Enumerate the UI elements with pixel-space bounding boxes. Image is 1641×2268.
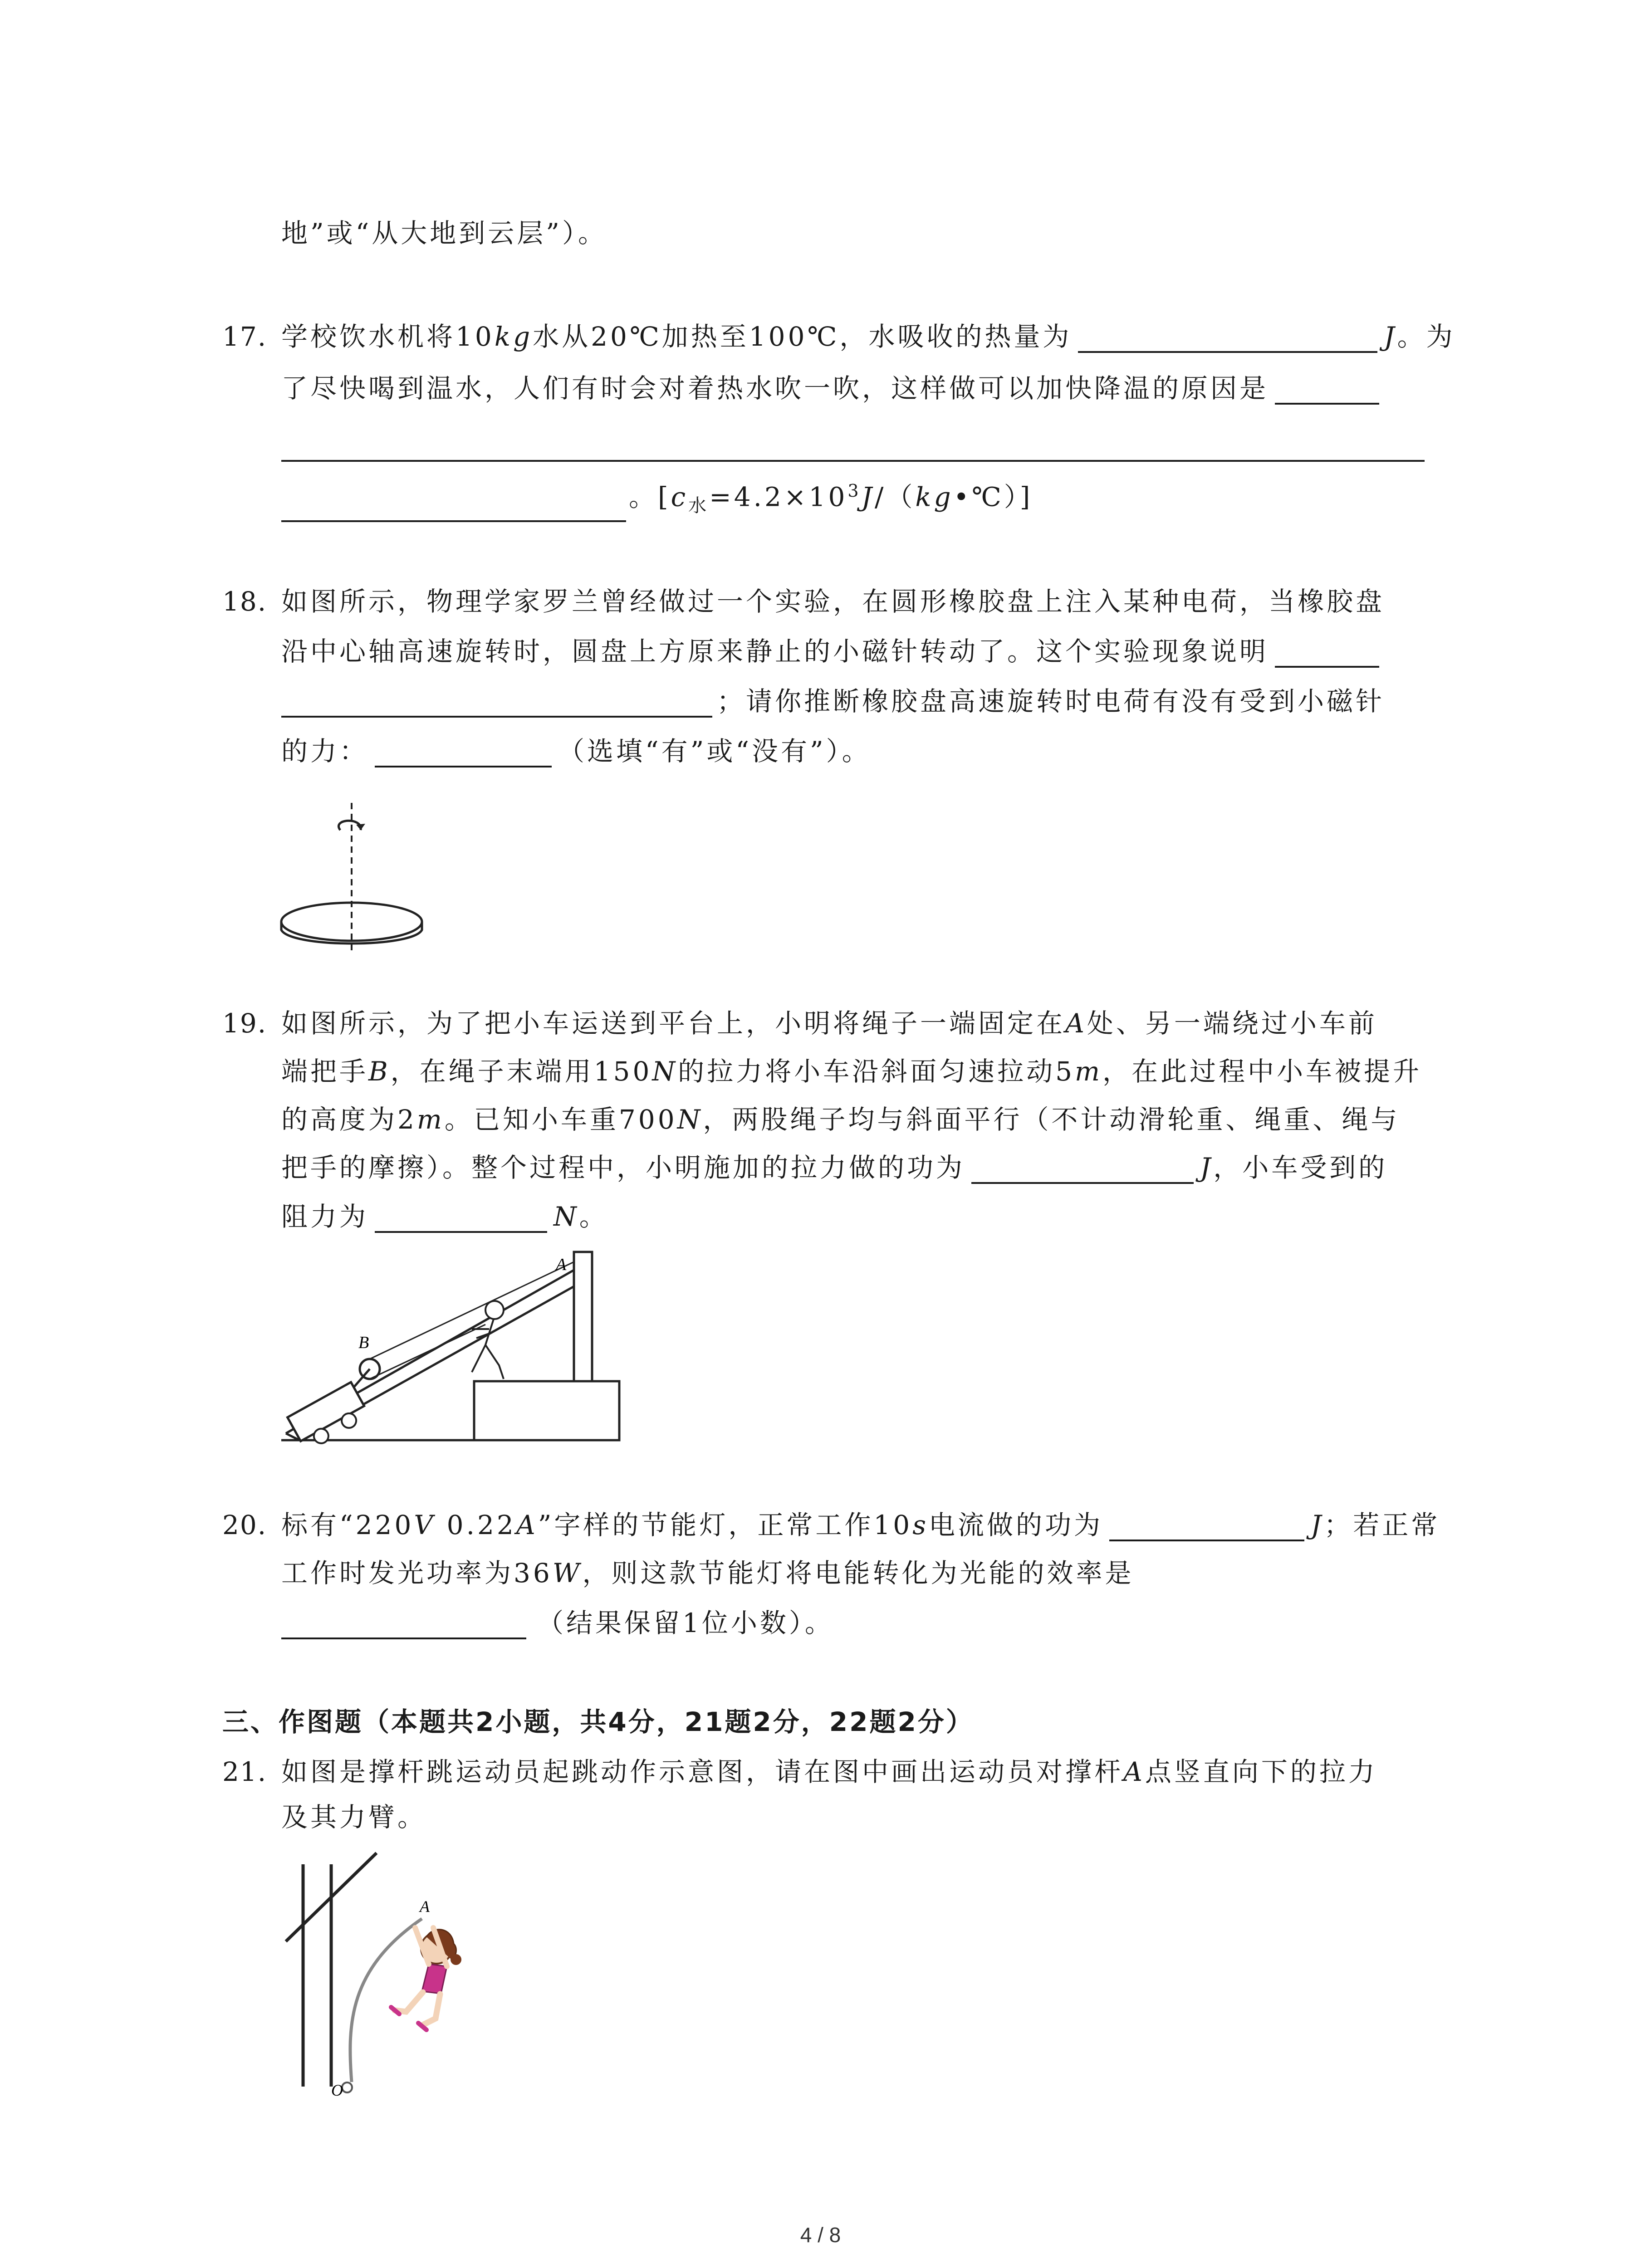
- q19-line2: 端把手B，在绳子末端用150N的拉力将小车沿斜面匀速拉动5m，在此过程中小车被提升: [281, 1056, 1422, 1087]
- q18-blank-force[interactable]: [375, 738, 552, 767]
- ramp-cart-figure: [272, 1243, 626, 1452]
- q20-line3: （结果保留1位小数）。: [281, 1607, 834, 1639]
- q21-number: 21.: [222, 1756, 267, 1787]
- q19-line3: 的高度为2m。已知小车重700N，两股绳子均与斜面平行（不计动滑轮重、绳重、绳与: [281, 1104, 1400, 1135]
- q21-line2: 及其力臂。: [281, 1802, 427, 1833]
- q20-line1: 标有“220V 0.22A”字样的节能灯，正常工作10s电流做的功为 J；若正常: [281, 1510, 1440, 1540]
- q17-line4: 。$[c_水=4.2\times 10^3J/(kg•℃)]$: [281, 474, 1033, 522]
- q18-line3: ；请你推断橡胶盘高速旋转时电荷有没有受到小磁针: [281, 685, 1385, 718]
- q19-line1: 如图所示，为了把小车运送到平台上，小明将绳子一端固定在A处、另一端绕过小车前: [281, 1008, 1377, 1039]
- q20-blank-work[interactable]: [1109, 1511, 1304, 1541]
- q18-blank-explain-b[interactable]: [281, 688, 712, 718]
- pole-vault-figure: [272, 1851, 526, 2105]
- q17-line2: 了尽快喝到温水，人们有时会对着热水吹一吹，这样做可以加快降温的原因是: [281, 372, 1386, 405]
- q20-blank-efficiency[interactable]: [281, 1609, 526, 1639]
- q17-number: 17.: [222, 321, 267, 352]
- q17-blank-heat[interactable]: [1078, 323, 1377, 353]
- label-o: O: [331, 2081, 343, 2099]
- q19-line5: 阻力为 N。: [281, 1201, 608, 1232]
- q20-number: 20.: [222, 1510, 267, 1540]
- q18-line1: 如图所示，物理学家罗兰曾经做过一个实验，在圆形橡胶盘上注入某种电荷，当橡胶盘: [281, 586, 1385, 617]
- q19-blank-resistance[interactable]: [375, 1203, 547, 1233]
- q20-line2: 工作时发光功率为36W，则这款节能灯将电能转化为光能的效率是: [281, 1558, 1134, 1589]
- rotating-disc-figure: [272, 798, 436, 962]
- q21-line1: 如图是撑杆跳运动员起跳动作示意图，请在图中画出运动员对撑杆A点竖直向下的拉力: [281, 1756, 1377, 1787]
- q17-blank-reason-a[interactable]: [1275, 375, 1379, 405]
- q17-blank-reason-b[interactable]: [281, 432, 1425, 462]
- q18-line4: 的力： （选填“有”或“没有”）。: [281, 736, 871, 767]
- q16-tail-text: 地”或“从大地到云层”）。: [281, 218, 607, 249]
- label-a: A: [556, 1255, 567, 1274]
- q19-blank-work[interactable]: [971, 1154, 1194, 1184]
- q17-blank-reason-c[interactable]: [281, 492, 626, 522]
- q17-line3: [281, 429, 1425, 462]
- q19-line4: 把手的摩擦）。整个过程中，小明施加的拉力做的功为 J，小车受到的: [281, 1152, 1388, 1183]
- q18-number: 18.: [222, 586, 267, 617]
- q18-line2: 沿中心轴高速旋转时，圆盘上方原来静止的小磁针转动了。这个实验现象说明: [281, 635, 1386, 668]
- q19-number: 19.: [222, 1008, 267, 1039]
- label-a: A: [420, 1897, 430, 1916]
- page-number: 4 / 8: [800, 2223, 841, 2247]
- label-b: B: [358, 1333, 369, 1352]
- section-3-title: 三、作图题（本题共2小题，共4分，21题2分，22题2分）: [222, 1706, 974, 1737]
- q17-line1: 学校饮水机将10kg水从20℃加热至100℃，水吸收的热量为 J。为: [281, 321, 1455, 352]
- q18-blank-explain-a[interactable]: [1275, 638, 1379, 668]
